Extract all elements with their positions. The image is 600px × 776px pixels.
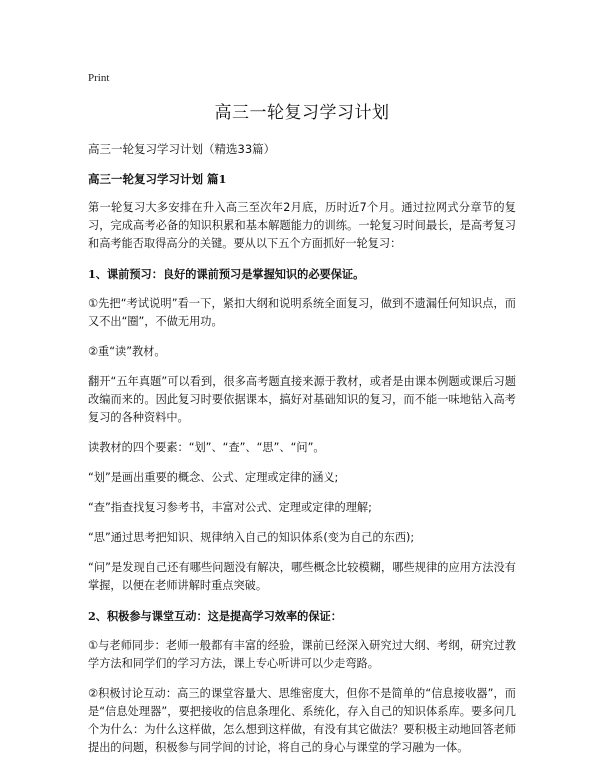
paragraph-read-textbook: ②重“读”教材。 bbox=[88, 345, 166, 358]
print-link[interactable]: Print bbox=[88, 72, 110, 84]
page-title: 高三一轮复习学习计划 bbox=[214, 103, 390, 123]
document-page bbox=[88, 72, 516, 769]
paragraph-think: “思”通过思考把知识、规律纳入自己的知识体系(变为自己的东西); bbox=[88, 531, 415, 544]
paragraph-check: “查”指查找复习参考书，丰富对公式、定理或定律的理解; bbox=[88, 501, 372, 514]
section-heading: 高三一轮复习学习计划 篇1 bbox=[88, 172, 227, 186]
intro-paragraph: 第一轮复习大多安排在升入高三至次年2月底，历时近7个月。通过拉网式分章节的复习，完成高考必备的知识积累和基本解题能力的训练。一轮复习时间最长，是高考复习和高考能否取得高分的关键。要从以下五个方面抓好一轮复习： bbox=[88, 201, 516, 250]
point-heading-preview: 1、课前预习：良好的课前预习是掌握知识的必要保证。 bbox=[88, 267, 365, 281]
paragraph-four-elements: 读教材的四个要素：“划”、“查”、“思”、“问”。 bbox=[88, 441, 325, 454]
document-subtitle: 高三一轮复习学习计划（精选33篇） bbox=[88, 142, 276, 156]
paragraph-five-year-exams: 翻开“五年真题”可以看到，很多高考题直接来源于教材，或者是由课本例题或课后习题改编而来的。因此复习时要依据课本，搞好对基础知识的复习，而不能一味地钻入高考复习的各种资料中。 bbox=[88, 375, 516, 424]
paragraph-discussion: ②积极讨论互动：高三的课堂容量大、思维密度大，但你不是简单的“信息接收器”，而是“信息处理器”，要把接收的信息条理化、系统化，存入自己的知识体系库。要多问几个为什么：为什么这样做，怎么想到这样做，有没有其它做法？要积极主动地回答老师提出的问题，积极参与同学间的讨论，将自己的身心与课堂的学习融为一体。 bbox=[88, 687, 516, 754]
paragraph-follow-teacher: ①与老师同步：老师一般都有丰富的经验，课前已经深入研究过大纲、考纲，研究过教学方法和同学们的学习方法，课上专心听讲可以少走弯路。 bbox=[88, 639, 516, 670]
paragraph-ask: “问”是发现自己还有哪些问题没有解决，哪些概念比较模糊，哪些规律的应用方法没有掌握，以便在老师讲解时重点突破。 bbox=[88, 561, 516, 592]
point-heading-class-interaction: 2、积极参与课堂互动：这是提高学习效率的保证： bbox=[88, 609, 342, 623]
paragraph-mark: “划”是画出重要的概念、公式、定理或定律的涵义; bbox=[88, 471, 339, 484]
paragraph-exam-outline: ①先把“考试说明”看一下，紧扣大纲和说明系统全面复习，做到不遗漏任何知识点，而又不出“圈”，不做无用功。 bbox=[88, 297, 516, 328]
